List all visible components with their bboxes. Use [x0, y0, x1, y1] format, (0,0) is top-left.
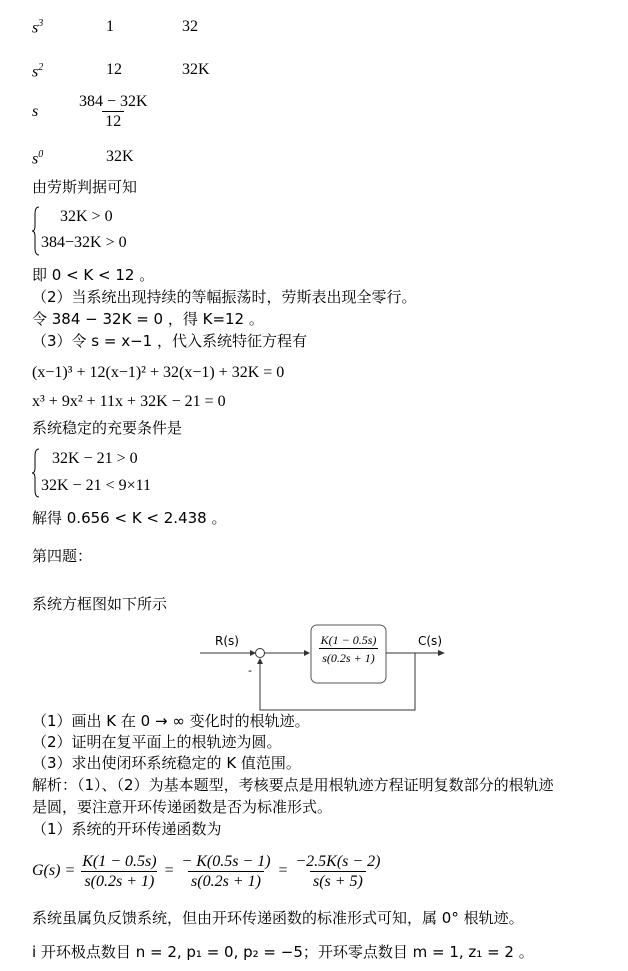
transfer-function-block: $\frac{K(1 - 0.5s)}{s(0.2s + 1)}$ [320, 633, 377, 665]
text-line: （3）令 s = x−1 ，代入系统特征方程有 [32, 332, 307, 350]
text-line: （1）系统的开环传递函数为 [32, 820, 222, 838]
input-label: R(s) [215, 634, 239, 648]
brace-icon [32, 206, 40, 256]
routh-cell: 1 [106, 18, 114, 35]
minus-sign: - [248, 664, 252, 677]
text-line: 系统虽属负反馈系统，但由开环传递函数的标准形式可知，属 0° 根轨迹。 [32, 909, 524, 927]
equation: (x−1)³ + 12(x−1)² + 32(x−1) + 32K = 0 [32, 364, 285, 381]
routh-row-label: $s^0$ [32, 149, 44, 168]
routh-row-label: $s^2$ [32, 62, 44, 81]
routh-row-label: $s^3$ [32, 18, 44, 37]
section-title: 第四题： [32, 547, 93, 565]
text-line: 是圆，要注意开环传递函数是否为标准形式。 [32, 798, 333, 816]
text-line: 令 384 − 32K = 0 ，得 K=12 。 [32, 310, 264, 328]
block-diagram [200, 620, 450, 715]
text-line: ⅰ 开环极点数目 n = 2, p₁ = 0, p₂ = −5；开环零点数目 m = 1, z₁ = 2 。 [32, 943, 534, 961]
text-line: 解析：（1）、（2）为基本题型，考核要点是用根轨迹方程证明复数部分的根轨迹 [32, 776, 554, 794]
equation: x³ + 9x² + 11x + 32K − 21 = 0 [32, 393, 226, 410]
question-item: （3）求出使闭环系统稳定的 K 值范围。 [32, 754, 301, 772]
routh-fraction: $\frac{384 - 32K}{12}$ [79, 93, 148, 130]
output-label: C(s) [418, 634, 442, 648]
routh-cell: 32K [182, 61, 210, 78]
routh-row-label: s [32, 103, 39, 120]
text-line: 系统稳定的充要条件是 [32, 419, 183, 437]
routh-cell: 32K [106, 148, 134, 165]
text-line: 系统方框图如下所示 [32, 595, 168, 613]
text-line: 由劳斯判据可知 [32, 178, 138, 196]
transfer-function-equation: G(s) = $\frac{K(1 - 0.5s)}{s(0.2s + 1)}$ = $\frac{- K(0.5s - 1)}{s(0.2s + 1)}$ = $\frac{-2.5K(s - 2)}{s(s + 5)}$ [32, 852, 381, 890]
brace-icon [32, 448, 40, 498]
text-line: （2）当系统出现持续的等幅振荡时，劳斯表出现全零行。 [32, 288, 417, 306]
routh-cell: 12 [106, 61, 122, 78]
routh-cell: 32 [182, 18, 198, 35]
text-line: 即 0 < K < 12 。 [32, 266, 155, 284]
text-line: 解得 0.656 < K < 2.438 。 [32, 509, 227, 527]
question-item: （2）证明在复平面上的根轨迹为圆。 [32, 733, 282, 751]
question-item: （1）画出 K 在 0 → ∞ 变化时的根轨迹。 [32, 712, 310, 730]
document-page: $s^3$ 1 32 $s^2$ 12 32K s $\frac{384 - 32K}{12}$ $s^0$ 32K 由劳斯判据可知 32K > 0 384−32K > 0 即 0 < K < 12 。 （2）当系统出现持续的等幅振荡时，劳斯表出现全零行。 令 384 − 32K = 0 ，得 K=12 。 （3）令 s = x−1 ，代入系统特征方程有 (x−1)³ + 12(x−1)² + 32(x−1) + 32K = 0 x³ + 9x² + 11x + 32K − 21 = 0 系统稳定的充要条件是 32K − 21 > 0 32K − 21 < 9×11 解得 0.656 < K < 2.438 。 第四题： 系统方框图如下所示 R(s) C(s) - $\frac{K(1 - 0.5s)}{s(0.2s + 1)}$ （1）画出 K 在 0 → ∞ 变化时的根轨迹。 （2）证明在复平面上的根轨迹为圆。 （3）求出使闭环系统稳定的 K 值范围。 解析：（1）、（2）为基本题型，考核要点是用根轨迹方程证明复数部分的根轨迹 是圆，要注意开环传递函数是否为标准形式。 （1）系统的开环传递函数为 G(s) = $\frac{K(1 - 0.5s)}{s(0.2s + 1)}$ = $\frac{- K(0.5s - 1)}{s(0.2s + 1)}$ = $\frac{-2.5K(s - 2)}{s(s + 5)}$ 系统虽属负反馈系统，但由开环传递函数的标准形式可知，属 0° 根轨迹。 ⅰ 开环极点数目 n = 2, p₁ = 0, p₂ = −5；开环零点数目 m = 1, z₁ = 2 。 [0, 0, 628, 971]
